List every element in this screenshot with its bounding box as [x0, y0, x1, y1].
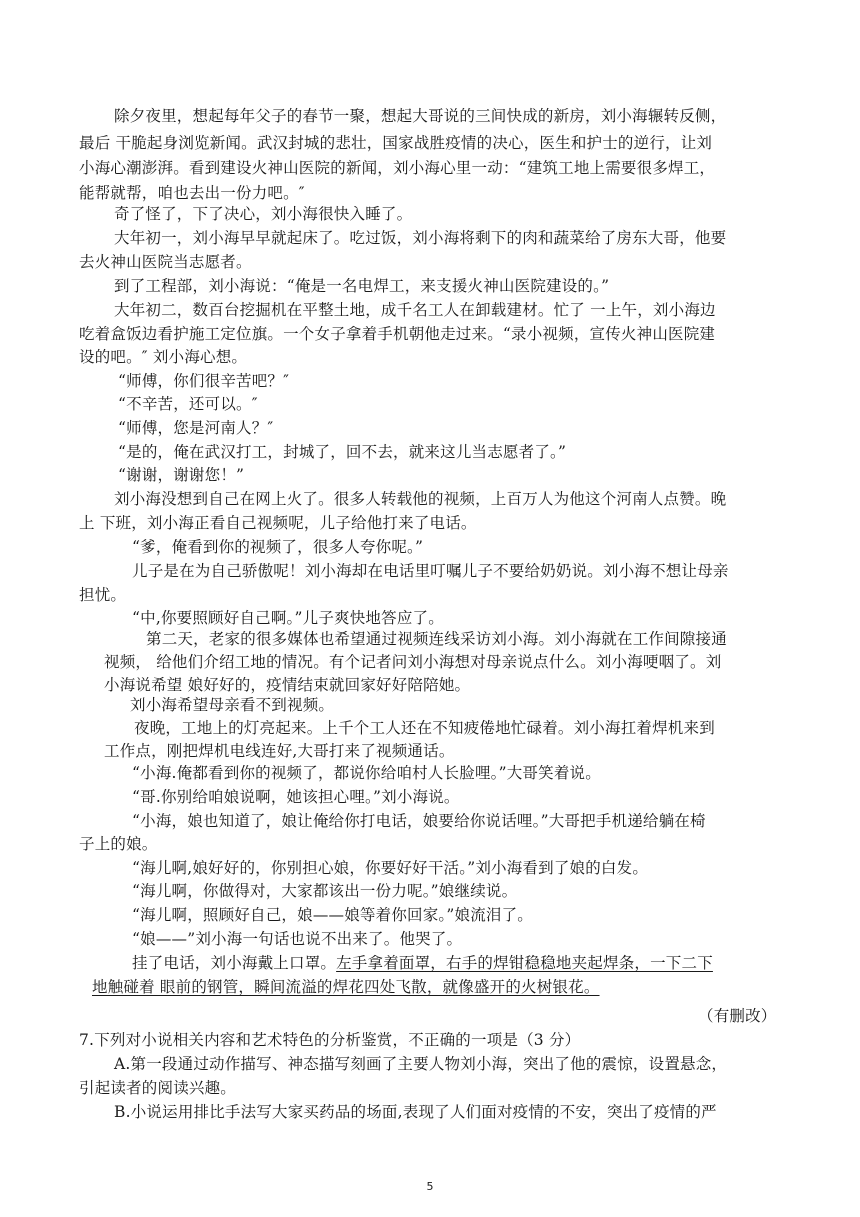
paragraph-line: 小海说希望 娘好好的，疫情结束就回家好好陪陪她。 [104, 676, 471, 694]
paragraph-line: 夜晚，工地上的灯亮起来。上千个工人还在不知疲倦地忙碌着。刘小海扛着焊机来到 [134, 719, 715, 737]
dialogue-line: “是的，俺在武汉打工，封城了，回不去，就来这儿当志愿者了。” [118, 443, 567, 461]
dialogue-line: “娘——”刘小海一句话也说不出来了。他哭了。 [132, 930, 463, 948]
paragraph-line: 工作点，刚把焊机电线连好,大哥打来了视频通话。 [104, 742, 455, 760]
underlined-text: 左手拿着面罩，右手的焊钳稳稳地夹起焊条，一下二下 [336, 954, 713, 972]
paragraph-line [132, 953, 713, 973]
option-a-cont: 引起读者的阅读兴趣。 [79, 1079, 237, 1097]
paragraph-line: 大年初一，刘小海早早就起床了。吃过饭，刘小海将剩下的肉和蔬菜给了房东大哥，他要 [114, 229, 727, 247]
paragraph-line: 视频， 给他们介绍工地的情况。有个记者问刘小海想对母亲说点什么。刘小海哽咽了。刘 [104, 653, 722, 671]
paragraph-line: 设的吧。″ 刘小海心想。 [79, 348, 248, 366]
paragraph-line: 除夕夜里，想起每年父子的春节一聚，想起大哥说的三间快成的新房，刘小海辗转反侧， [114, 107, 727, 125]
option-a: A.第一段通过动作描写、神态描写刻画了主要人物刘小海，突出了他的震惊，设置悬念， [114, 1055, 728, 1073]
dialogue-line: “不辛苦，还可以。″ [118, 395, 258, 413]
paragraph-line: 小海心潮澎湃。看到建设火神山医院的新闻，刘小海心里一动：“建筑工地上需要很多焊工， [79, 159, 716, 177]
dialogue-line: “小海.俺都看到你的视频了，都说你给咱村人长脸哩。”大哥笑着说。 [132, 764, 601, 782]
dialogue-line: “海儿啊，你做得对，大家都该出一份力呢。”娘继续说。 [132, 882, 518, 900]
paragraph-line: 奇了怪了，下了决心，刘小海很快入睡了。 [114, 205, 413, 223]
paragraph-line: 担忧。 [79, 586, 127, 604]
paragraph-line: 儿子是在为自己骄傲呢！刘小海却在电话里叮嘱儿子不要给奶奶说。刘小海不想让母亲 [132, 562, 729, 580]
paragraph-line: 能帮就帮，咱也去出一份力吧。″ [79, 184, 305, 202]
paragraph-line: 刘小海没想到自己在网上火了。很多人转载他的视频，上百万人为他这个河南人点赞。晚 [114, 490, 727, 508]
dialogue-line: “海儿啊,娘好好的，你别担心娘，你要好好干活。”刘小海看到了娘的白发。 [132, 859, 649, 877]
paragraph-line: 第二天，老家的很多媒体也希望通过视频连线采访刘小海。刘小海就在工作间隙接通 [146, 630, 727, 648]
paragraph-line: 上 下班，刘小海正看自己视频呢，儿子给他打来了电话。 [79, 514, 477, 532]
dialogue-line: “中,你要照顾好自己啊。”儿子爽快地答应了。 [132, 609, 444, 627]
paragraph-line: 大年初二，数百台挖掘机在平整土地，成千名工人在卸载建材。忙了 一上午，刘小海边 [114, 301, 716, 319]
paragraph-line: 到了工程部，刘小海说：“俺是一名电焊工，来支援火神山医院建设的。” [114, 277, 610, 295]
dialogue-line: 子上的娘。 [79, 835, 158, 853]
dialogue-line: “哥.你别给咱娘说啊，她该担心哩。”刘小海说。 [132, 788, 460, 806]
question-stem: 7.下列对小说相关内容和艺术特色的分析鉴赏，不正确的一项是（3 分） [79, 1031, 581, 1049]
plain-text: 挂了电话，刘小海戴上口罩。 [132, 954, 337, 972]
option-b: B.小说运用排比手法写大家买药品的场面,表现了人们面对疫情的不安，突出了疫情的严 [114, 1103, 717, 1121]
paragraph-line: 去火神山医院当志愿者。 [79, 253, 252, 271]
dialogue-line: “小海，娘也知道了，娘让俺给你打电话，娘要给你说话哩。”大哥把手机递给躺在椅 [132, 812, 706, 830]
paragraph-line: 吃着盒饭边看护施工定位旗。一个女子拿着手机朝他走过来。“录小视频，宣传火神山医院建 [79, 325, 716, 343]
dialogue-line: “师傅，您是河南人？″ [118, 419, 274, 437]
revision-note: （有删改） [698, 1007, 777, 1025]
paragraph-line: 最后 干脆起身浏览新闻。武汉封城的悲壮，国家战胜疫情的决心，医生和护士的逆行，让刘 [79, 134, 713, 152]
page-number: 5 [426, 1180, 434, 1193]
dialogue-line: “师傅，你们很辛苦吧？″ [118, 372, 290, 390]
dialogue-line: “谢谢，谢谢您！” [118, 466, 245, 484]
dialogue-line: “海儿啊，照顾好自己，娘——娘等着你回家。”娘流泪了。 [132, 906, 533, 924]
dialogue-line: “爹，俺看到你的视频了，很多人夸你呢。” [132, 538, 424, 556]
paragraph-line: 刘小海希望母亲看不到视频。 [130, 696, 335, 714]
underlined-text: 地触碰着 眼前的钢管，瞬间流溢的焊花四处飞散，就像盛开的火树银花。 [92, 978, 600, 996]
